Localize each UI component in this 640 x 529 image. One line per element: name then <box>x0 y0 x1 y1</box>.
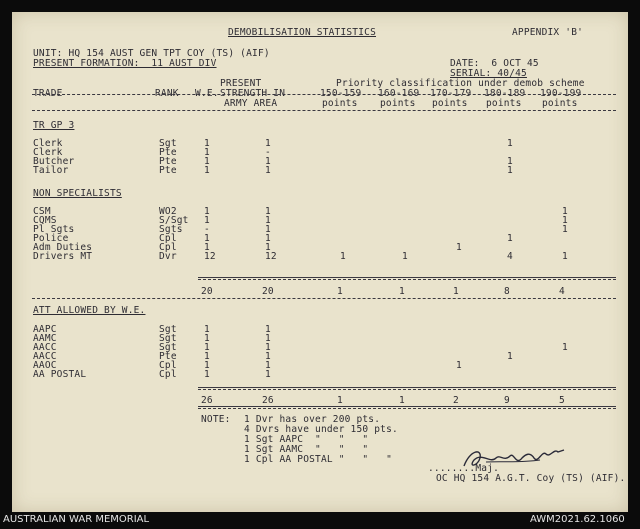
section-tr-gp: TR GP 3 <box>33 120 75 131</box>
note-line: 4 Dvrs have under 150 pts. <box>244 424 398 435</box>
cell-we: 1 <box>204 215 210 226</box>
col-p5-range: 190-199 <box>540 88 582 99</box>
cell-rank: Sgts <box>159 224 183 235</box>
cell-trade: Pl Sgts <box>33 224 75 235</box>
total-we: 26 <box>201 395 213 406</box>
total-p1: 1 <box>337 395 343 406</box>
cell-ps: 1 <box>265 333 271 344</box>
cell-trade: AAMC <box>33 333 57 344</box>
col-p4-range: 180-189 <box>484 88 526 99</box>
cell-we: 1 <box>204 369 210 380</box>
cell-trade: Police <box>33 233 69 244</box>
cell-trade: AACC <box>33 342 57 353</box>
cell-we: 1 <box>204 165 210 176</box>
cell-p4: 1 <box>507 233 513 244</box>
cell-we: 1 <box>204 147 210 158</box>
col-p1-points: points <box>322 98 358 109</box>
col-p3-range: 170-179 <box>430 88 472 99</box>
cell-trade: Tailor <box>33 165 69 176</box>
total-rule-top <box>198 387 616 388</box>
document-title: DEMOBILISATION STATISTICS <box>228 27 376 38</box>
cell-we: 1 <box>204 206 210 217</box>
subtotal-p2: 1 <box>399 286 405 297</box>
cell-ps: 1 <box>265 224 271 235</box>
unit-line: UNIT: HQ 154 AUST GEN TPT COY (TS) (AIF) <box>33 48 270 59</box>
document-page <box>12 12 628 512</box>
section-non-specialists: NON SPECIALISTS <box>33 188 122 199</box>
formation-line: PRESENT FORMATION: 11 AUST DIV <box>33 58 217 69</box>
col-p5-points: points <box>542 98 578 109</box>
total-p2: 1 <box>399 395 405 406</box>
cell-rank: Sgt <box>159 342 177 353</box>
col-present-3: ARMY AREA <box>224 98 278 109</box>
cell-we: 1 <box>204 138 210 149</box>
cell-we: 1 <box>204 242 210 253</box>
cell-p5: 1 <box>562 215 568 226</box>
cell-p3: 1 <box>456 242 462 253</box>
section-att-allowed: ATT ALLOWED BY W.E. <box>33 305 146 316</box>
col-present-1: PRESENT <box>220 78 262 89</box>
cell-rank: Cpl <box>159 360 177 371</box>
header-rule-bottom <box>32 110 616 111</box>
subtotal-rule-top-2 <box>198 279 616 280</box>
cell-trade: AAOC <box>33 360 57 371</box>
total-p5: 5 <box>559 395 565 406</box>
cell-ps: 1 <box>265 342 271 353</box>
cell-we: 1 <box>204 333 210 344</box>
total-p4: 9 <box>504 395 510 406</box>
signature-rank: ........Maj. <box>428 463 500 474</box>
cell-ps: 1 <box>265 351 271 362</box>
col-p2-points: points <box>380 98 416 109</box>
serial-line: SERIAL: 40/45 <box>450 68 527 79</box>
cell-ps: 1 <box>265 156 271 167</box>
cell-rank: Cpl <box>159 233 177 244</box>
cell-trade: Butcher <box>33 156 75 167</box>
cell-we: 1 <box>204 324 210 335</box>
cell-we: 1 <box>204 233 210 244</box>
subtotal-rule-bottom <box>32 298 616 299</box>
cell-rank: S/Sgt <box>159 215 189 226</box>
cell-p4: 1 <box>507 138 513 149</box>
col-p2-range: 160-169 <box>378 88 420 99</box>
cell-trade: AA POSTAL <box>33 369 87 380</box>
cell-rank: Sgt <box>159 333 177 344</box>
subtotal-p3: 1 <box>453 286 459 297</box>
appendix-label: APPENDIX 'B' <box>512 27 584 38</box>
total-ps: 26 <box>262 395 274 406</box>
subtotal-p5: 4 <box>559 286 565 297</box>
cell-p4: 1 <box>507 165 513 176</box>
cell-rank: Pte <box>159 165 177 176</box>
subtotal-we: 20 <box>201 286 213 297</box>
cell-rank: WO2 <box>159 206 177 217</box>
cell-ps: 1 <box>265 324 271 335</box>
cell-p4: 1 <box>507 351 513 362</box>
cell-we: - <box>204 224 210 235</box>
subtotal-ps: 20 <box>262 286 274 297</box>
col-p4-points: points <box>486 98 522 109</box>
cell-rank: Cpl <box>159 369 177 380</box>
cell-trade: Adm Duties <box>33 242 93 253</box>
cell-rank: Sgt <box>159 138 177 149</box>
note-label: NOTE: <box>201 414 231 425</box>
col-priority: Priority classification under demob scheme <box>336 78 585 89</box>
cell-rank: Sgt <box>159 324 177 335</box>
subtotal-p4: 8 <box>504 286 510 297</box>
cell-rank: Pte <box>159 156 177 167</box>
cell-trade: CSM <box>33 206 51 217</box>
note-line: 1 Dvr has over 200 pts. <box>244 414 381 425</box>
cell-p2: 1 <box>402 251 408 262</box>
col-rank: RANK <box>155 88 179 99</box>
header-rule-top <box>32 94 616 95</box>
signature-title: OC HQ 154 A.G.T. Coy (TS) (AIF). <box>436 473 626 484</box>
col-present-2: STRENGTH IN <box>220 88 286 99</box>
cell-trade: AAPC <box>33 324 57 335</box>
cell-rank: Dvr <box>159 251 177 262</box>
cell-rank: Pte <box>159 147 177 158</box>
subtotal-p1: 1 <box>337 286 343 297</box>
col-p1-range: 150-159 <box>320 88 362 99</box>
cell-ps: 1 <box>265 242 271 253</box>
date-line: DATE: 6 OCT 45 <box>450 58 539 69</box>
cell-ps: 12 <box>265 251 277 262</box>
cell-ps: - <box>265 147 271 158</box>
note-line: 1 Sgt AAPC " " " <box>244 434 369 445</box>
total-rule-bottom-2 <box>198 408 616 409</box>
cell-we: 1 <box>204 351 210 362</box>
cell-we: 1 <box>204 156 210 167</box>
cell-p4: 1 <box>507 156 513 167</box>
cell-p5: 1 <box>562 251 568 262</box>
cell-p3: 1 <box>456 360 462 371</box>
footer-institution: AUSTRALIAN WAR MEMORIAL <box>3 514 150 525</box>
cell-p5: 1 <box>562 224 568 235</box>
cell-ps: 1 <box>265 206 271 217</box>
cell-p1: 1 <box>340 251 346 262</box>
col-we: W.E. <box>195 88 219 99</box>
cell-ps: 1 <box>265 215 271 226</box>
total-rule-top-2 <box>198 389 616 390</box>
total-rule-bottom <box>198 406 616 407</box>
cell-we: 12 <box>204 251 216 262</box>
cell-ps: 1 <box>265 233 271 244</box>
cell-we: 1 <box>204 360 210 371</box>
note-line: 1 Cpl AA POSTAL " " " <box>244 454 392 465</box>
cell-trade: Clerk <box>33 147 63 158</box>
cell-p5: 1 <box>562 206 568 217</box>
note-line: 1 Sgt AAMC " " " <box>244 444 369 455</box>
cell-p4: 4 <box>507 251 513 262</box>
cell-trade: AACC <box>33 351 57 362</box>
col-trade: TRADE <box>33 88 63 99</box>
cell-ps: 1 <box>265 165 271 176</box>
subtotal-rule-top <box>198 277 616 278</box>
footer-accession: AWM2021.62.1060 <box>530 514 625 525</box>
col-p3-points: points <box>432 98 468 109</box>
cell-trade: Clerk <box>33 138 63 149</box>
cell-rank: Cpl <box>159 242 177 253</box>
cell-p5: 1 <box>562 342 568 353</box>
cell-trade: Drivers MT <box>33 251 93 262</box>
cell-ps: 1 <box>265 369 271 380</box>
cell-rank: Pte <box>159 351 177 362</box>
cell-ps: 1 <box>265 360 271 371</box>
cell-ps: 1 <box>265 138 271 149</box>
cell-trade: CQMS <box>33 215 57 226</box>
total-p3: 2 <box>453 395 459 406</box>
cell-we: 1 <box>204 342 210 353</box>
